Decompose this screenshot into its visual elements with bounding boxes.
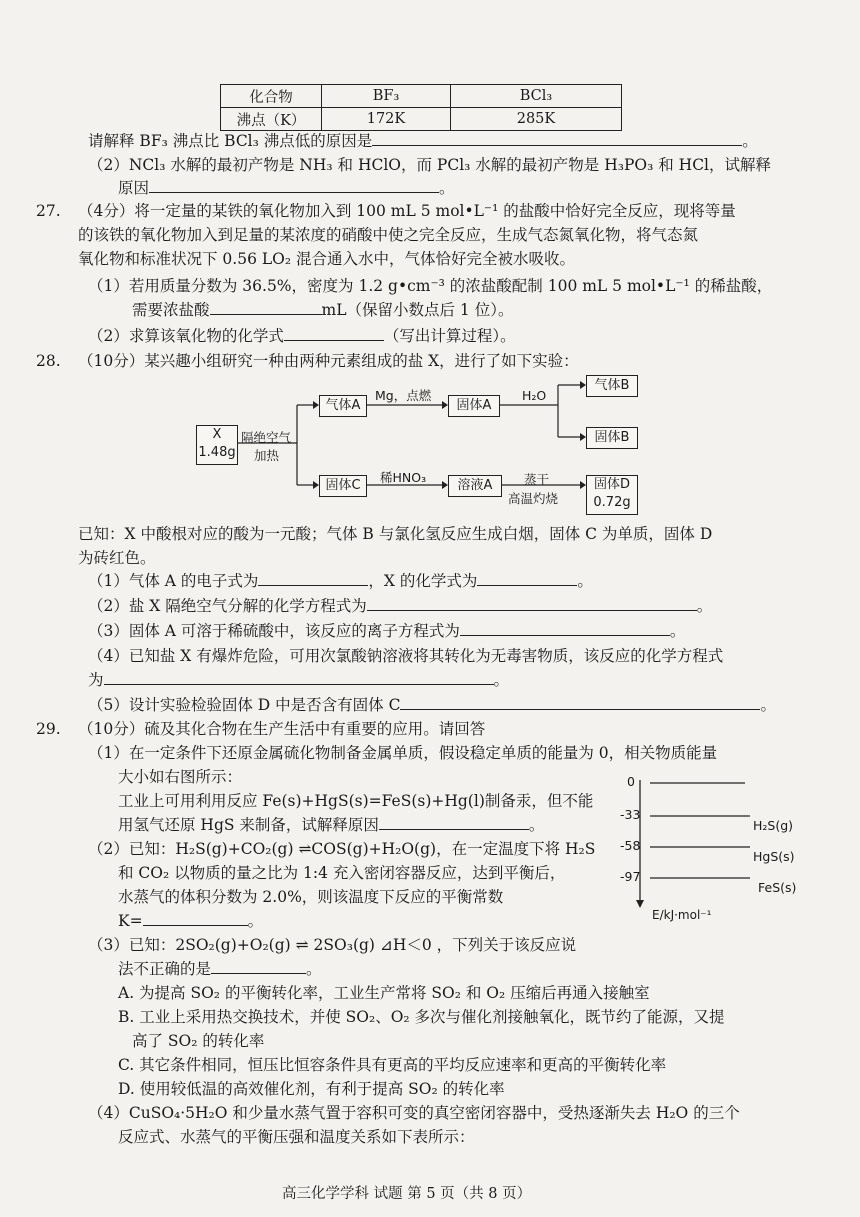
q27-text: （写出计算过程）。 [383, 327, 516, 345]
table-cell: 285K [451, 108, 622, 131]
q29-part1b: 大小如右图所示： [118, 768, 243, 786]
table-cell: BF₃ [322, 85, 451, 108]
answer-blank [104, 670, 494, 685]
salt-x-box [196, 425, 238, 465]
flow-diagram-lines [0, 0, 860, 520]
energy-name-hgs: HgS(s) [753, 849, 795, 864]
q29-text: 法不正确的是 [118, 960, 212, 978]
table-cell: 沸点（K） [221, 108, 322, 131]
q29-option-c: C. 其它条件相同，恒压比恒容条件具有更高的平均反应速率和更高的平衡转化率 [118, 1056, 667, 1074]
q27-part1: （1）若用质量分数为 36.5%，密度为 1.2 g•cm⁻³ 的浓盐酸配制 100 mL 5 mol•L⁻¹ 的稀盐酸， [88, 277, 773, 295]
q29-text: 。 [528, 816, 545, 834]
table-cell: BCl₃ [451, 85, 622, 108]
q29-text: 。 [306, 960, 322, 978]
q29-text: 用氢气还原 HgS 来制备，试解释原因 [118, 816, 379, 834]
q27-line1: （4分）将一定量的某铁的氧化物加入到 100 mL 5 mol•L⁻¹ 的盐酸中恰好完全反应，现将等量 [78, 202, 736, 220]
gas-b-box: 气体B [586, 375, 638, 397]
q29-option-b-cont: 高了 SO₂ 的转化率 [132, 1032, 265, 1050]
q29-intro: （10分）硫及其化合物在生产生活中有重要的应用。请回答 [78, 720, 486, 738]
q29-option-d: D. 使用较低温的高效催化剂，有利于提高 SO₂ 的转化率 [118, 1080, 505, 1098]
q29-part4: （4）CuSO₄·5H₂O 和少量水蒸气置于容积可变的真空密闭容器中，受热逐渐失去 H₂O 的三个 [88, 1104, 740, 1122]
answer-blank [400, 695, 760, 710]
q28-number: 28. [36, 352, 61, 370]
answer-blank [379, 815, 529, 830]
q29-text: K= [118, 912, 143, 930]
q28-text: （5）设计实验检验固体 D 中是否含有固体 C [88, 696, 401, 714]
q27-text: 需要浓盐酸 [132, 301, 210, 319]
salt-x-label: X [212, 427, 222, 442]
solid-d-label: 固体D [593, 477, 630, 492]
solid-c-box: 固体C [319, 475, 367, 497]
salt-x-mass: 1.48g [198, 445, 236, 460]
energy-name-h2s: H₂S(g) [753, 818, 794, 833]
q27-number: 27. [36, 202, 61, 220]
solution-a-box: 溶液A [448, 475, 502, 497]
dilute-hno3-label: 稀HNO₃ [380, 470, 427, 485]
q28-text: 。 [696, 597, 713, 615]
evaporate-label: 蒸干 [524, 472, 550, 487]
answer-blank [258, 571, 368, 586]
q28-text: ，X 的化学式为 [368, 572, 478, 590]
answer-blank [477, 571, 577, 586]
q27-line3: 氧化物和标准状况下 0.56 LO₂ 混合通入水中，气体恰好完全被水吸收。 [78, 250, 576, 268]
q28-known-line2: 为砖红色。 [78, 549, 156, 567]
water-label: H₂O [522, 388, 547, 403]
q28-known-line1: 已知：X 中酸根对应的酸为一元酸；气体 B 与氯化氢反应生成白烟，固体 C 为单质，固体 D [78, 525, 713, 543]
q29-text: 。 [247, 912, 264, 930]
mg-ignite-label: Mg，点燃 [375, 388, 432, 403]
energy-value-0: 0 [627, 774, 635, 789]
q29-part1d [118, 814, 544, 836]
solid-a-box: 固体A [448, 395, 500, 417]
q28-text: 为 [88, 671, 104, 689]
energy-value-fes: -97 [620, 869, 641, 884]
calcine-label: 高温灼烧 [508, 491, 559, 506]
solid-d-mass: 0.72g [593, 495, 631, 510]
q26-text-end: 。 [742, 132, 758, 150]
table-cell: 172K [322, 108, 451, 131]
page-footer: 高三化学学科 试题 第 5 页（共 8 页） [282, 1186, 532, 1202]
q29-part2: （2）已知：H₂S(g)+CO₂(g) ⇌COS(g)+H₂O(g)，在一定温度下将 H₂S [88, 840, 596, 858]
q27-text: mL（保留小数点后 1 位）。 [321, 301, 514, 319]
heat-condition-bottom: 加热 [254, 448, 280, 463]
q28-sub5 [88, 694, 776, 716]
q29-part4b: 反应式、水蒸气的平衡压强和温度关系如下表所示： [118, 1128, 475, 1146]
energy-value-h2s: -33 [620, 807, 641, 822]
q29-part3b [118, 958, 322, 980]
answer-blank [367, 596, 697, 611]
q28-text: 。 [493, 671, 510, 689]
q28-sub4b [88, 669, 509, 691]
heat-condition-top: 隔绝空气 [241, 430, 292, 445]
energy-axis-label: E/kJ·mol⁻¹ [652, 908, 712, 922]
solid-d-box [586, 475, 638, 515]
q29-part2d [118, 910, 263, 932]
q28-text: （3）固体 A 可溶于稀硫酸中，该反应的离子方程式为 [88, 622, 460, 640]
q29-part3: （3）已知：2SO₂(g)+O₂(g) ⇌ 2SO₃(g) ⊿H＜0 ，下列关于该反应说 [88, 936, 577, 954]
table-cell: 化合物 [221, 85, 322, 108]
solid-b-box: 固体B [586, 427, 638, 449]
q29-option-b: B. 工业上采用热交换技术，并使 SO₂、O₂ 多次与催化剂接触氧化，既节约了能源，又提 [118, 1008, 725, 1026]
q26-line2: （2）NCl₃ 水解的最初产物是 NH₃ 和 HClO，而 PCl₃ 水解的最初产物是 H₃PO₃ 和 HCl，试解释 [88, 156, 772, 174]
q28-sub2 [88, 595, 712, 617]
q27-text: （2）求算该氧化物的化学式 [88, 327, 284, 345]
q28-sub3 [88, 620, 685, 642]
q28-text: （1）气体 A 的电子式为 [88, 572, 259, 590]
q28-text: 。 [760, 696, 776, 714]
q26-text: 原因 [118, 179, 150, 197]
q29-part2c: 水蒸气的体积分数为 2.0%，则该温度下反应的平衡常数 [118, 888, 504, 906]
q26-text: 请解释 BF₃ 沸点比 BCl₃ 沸点低的原因是 [88, 132, 373, 150]
q26-text-end: 。 [439, 179, 455, 197]
answer-blank [143, 911, 248, 926]
q28-text: （2）盐 X 隔绝空气分解的化学方程式为 [88, 597, 367, 615]
q28-sub4: （4）已知盐 X 有爆炸危险，可用次氯酸钠溶液将其转化为无毒害物质，该反应的化学方程式 [88, 647, 724, 665]
q28-sub1 [88, 570, 593, 592]
axis-arrow-icon [636, 900, 644, 908]
q29-option-a: A. 为提高 SO₂ 的平衡转化率，工业生产常将 SO₂ 和 O₂ 压缩后再通入接触室 [118, 984, 650, 1002]
q29-part1c: 工业上可用利用反应 Fe(s)+HgS(s)=FeS(s)+Hg(l)制备汞，但不能 [118, 792, 594, 810]
energy-value-hgs: -58 [620, 838, 641, 853]
gas-a-box: 气体A [319, 395, 367, 417]
q29-part1: （1）在一定条件下还原金属硫化物制备金属单质，假设稳定单质的能量为 0，相关物质能量 [88, 744, 718, 762]
q29-number: 29. [36, 720, 61, 738]
energy-name-fes: FeS(s) [758, 880, 797, 895]
q29-part2b: 和 CO₂ 以物质的量之比为 1:4 充入密闭容器反应，达到平衡后， [118, 864, 566, 882]
answer-blank [460, 621, 670, 636]
answer-blank [211, 959, 306, 974]
q27-line2: 的该铁的氧化物加入到足量的某浓度的硝酸中使之完全反应，生成气态氮氧化物，将气态氮 [78, 226, 699, 244]
q28-text: 。 [669, 622, 686, 640]
q28-text: 。 [577, 572, 593, 590]
q28-intro: （10分）某兴趣小组研究一种由两种元素组成的盐 X，进行了如下实验： [78, 352, 579, 370]
